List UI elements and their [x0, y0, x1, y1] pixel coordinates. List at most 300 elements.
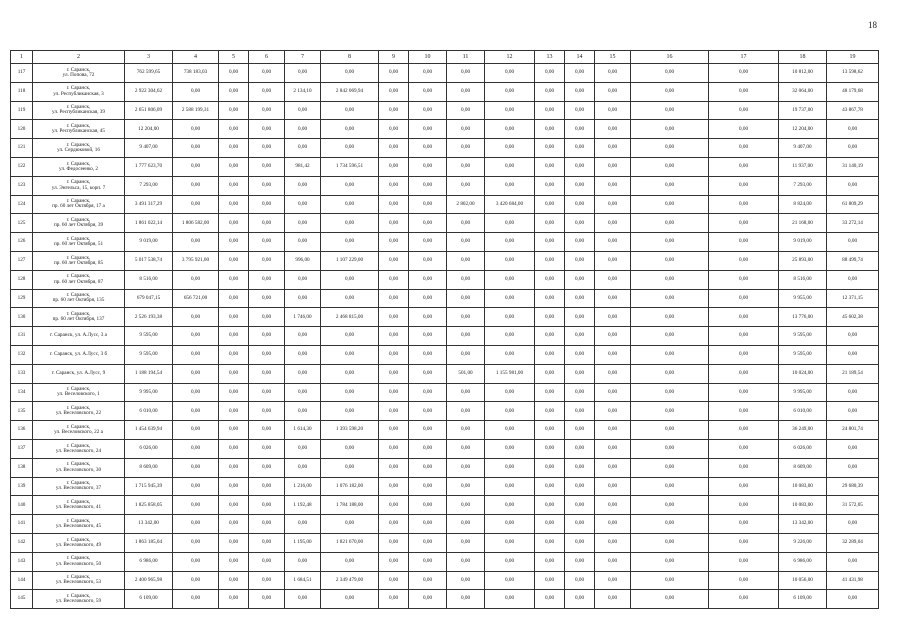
value-cell: 0,00: [595, 458, 631, 477]
value-cell: 0,00: [485, 101, 535, 120]
value-cell: 0,00: [709, 157, 779, 176]
value-cell: 0,00: [219, 515, 249, 534]
value-cell: 0,00: [249, 533, 285, 552]
value-cell: 0,00: [595, 421, 631, 440]
column-header: 19: [827, 51, 879, 64]
value-cell: 0,00: [565, 327, 595, 346]
value-cell: 10 083,00: [779, 496, 827, 515]
value-cell: 0,00: [379, 176, 409, 195]
table-row: [11, 270, 879, 289]
value-cell: 0,00: [219, 120, 249, 139]
value-cell: 0,00: [219, 496, 249, 515]
value-cell: 0,00: [535, 364, 565, 383]
value-cell: 0,00: [535, 289, 565, 308]
value-cell: 762 599,65: [125, 64, 173, 83]
column-header: 6: [249, 51, 285, 64]
value-cell: 0,00: [709, 101, 779, 120]
value-cell: 0,00: [447, 533, 485, 552]
column-header: 10: [409, 51, 447, 64]
value-cell: 0,00: [565, 270, 595, 289]
table-row: [11, 308, 879, 327]
value-cell: 0,00: [709, 289, 779, 308]
address-line: ул. Веселовского, 30: [55, 466, 102, 473]
value-cell: 13 342,00: [125, 515, 173, 534]
value-cell: 0,00: [485, 571, 535, 590]
value-cell: 10 083,00: [779, 477, 827, 496]
address-line: г. Саранск,: [66, 141, 91, 148]
value-cell: 0,00: [535, 439, 565, 458]
value-cell: 0,00: [565, 496, 595, 515]
row-number: 138: [11, 458, 33, 477]
value-cell: 0,00: [219, 345, 249, 364]
value-cell: 0,00: [535, 571, 565, 590]
value-cell: 0,00: [535, 251, 565, 270]
table-row: [11, 101, 879, 120]
value-cell: 0,00: [485, 496, 535, 515]
value-cell: 0,00: [535, 64, 565, 83]
value-cell: 0,00: [709, 251, 779, 270]
value-cell: 0,00: [827, 270, 879, 289]
row-number: 124: [11, 195, 33, 214]
value-cell: 0,00: [409, 64, 447, 83]
value-cell: 0,00: [535, 590, 565, 609]
value-cell: 656 721,00: [173, 289, 219, 308]
value-cell: 0,00: [485, 477, 535, 496]
address-cell: [33, 176, 125, 195]
value-cell: 0,00: [409, 402, 447, 421]
value-cell: 2 468 815,00: [321, 308, 379, 327]
address-line: пр. 60 лет Октября, 39: [53, 222, 104, 229]
value-cell: 0,00: [219, 270, 249, 289]
value-cell: 8 609,00: [125, 458, 173, 477]
value-cell: 0,00: [565, 139, 595, 158]
value-cell: 0,00: [709, 590, 779, 609]
address-line: ул. Веселовского, 22 а: [54, 429, 103, 436]
value-cell: 0,00: [219, 458, 249, 477]
value-cell: 0,00: [595, 82, 631, 101]
value-cell: 33 272,14: [827, 214, 879, 233]
value-cell: 0,00: [173, 157, 219, 176]
address-line: ул. Веселовского, 22: [55, 410, 102, 417]
value-cell: 0,00: [447, 139, 485, 158]
value-cell: 0,00: [219, 571, 249, 590]
value-cell: 0,00: [595, 383, 631, 402]
value-cell: 0,00: [173, 533, 219, 552]
value-cell: 501,00: [447, 364, 485, 383]
value-cell: 0,00: [709, 533, 779, 552]
column-header: 17: [709, 51, 779, 64]
row-number: 140: [11, 496, 33, 515]
value-cell: 0,00: [485, 64, 535, 83]
value-cell: 0,00: [321, 439, 379, 458]
value-cell: 0,00: [827, 233, 879, 252]
value-cell: 12 204,00: [779, 120, 827, 139]
address-cell: [33, 458, 125, 477]
value-cell: 0,00: [447, 515, 485, 534]
address-line: г. Саранск,: [66, 461, 91, 468]
value-cell: 0,00: [827, 458, 879, 477]
value-cell: 6 986,00: [125, 552, 173, 571]
column-header: 1: [11, 51, 33, 64]
value-cell: 981,42: [285, 157, 321, 176]
value-cell: 0,00: [249, 157, 285, 176]
value-cell: 9 226,00: [779, 533, 827, 552]
address-line: г. Саранск,: [66, 273, 91, 280]
value-cell: 0,00: [447, 421, 485, 440]
value-cell: 0,00: [595, 496, 631, 515]
address-cell: [33, 139, 125, 158]
value-cell: 13 776,00: [779, 308, 827, 327]
address-cell: [33, 402, 125, 421]
table-row: [11, 402, 879, 421]
value-cell: 0,00: [379, 552, 409, 571]
value-cell: 0,00: [631, 345, 709, 364]
value-cell: 48 179,68: [827, 82, 879, 101]
address-line: г. Саранск,: [66, 423, 91, 430]
value-cell: 1 806 582,00: [173, 214, 219, 233]
value-cell: 0,00: [409, 345, 447, 364]
address-line: г. Саранск,: [66, 386, 91, 393]
row-number: 135: [11, 402, 33, 421]
value-cell: 2 588 199,31: [173, 101, 219, 120]
value-cell: 0,00: [409, 571, 447, 590]
address-line: г. Саранск, ул. А.Лусс, 3 а: [50, 332, 107, 339]
value-cell: 0,00: [285, 590, 321, 609]
value-cell: 0,00: [447, 270, 485, 289]
value-cell: 0,00: [595, 233, 631, 252]
value-cell: 0,00: [219, 308, 249, 327]
column-header: 9: [379, 51, 409, 64]
value-cell: 0,00: [595, 176, 631, 195]
value-cell: 0,00: [379, 251, 409, 270]
value-cell: 0,00: [321, 195, 379, 214]
value-cell: 0,00: [173, 552, 219, 571]
value-cell: 11 937,00: [779, 157, 827, 176]
row-number: 143: [11, 552, 33, 571]
row-number: 120: [11, 120, 33, 139]
column-header: 4: [173, 51, 219, 64]
value-cell: 9 595,00: [779, 345, 827, 364]
value-cell: 0,00: [447, 496, 485, 515]
table-row: [11, 477, 879, 496]
table-row: [11, 421, 879, 440]
address-line: ул. Сердюковой, 16: [57, 147, 100, 154]
address-line: г. Саранск,: [66, 405, 91, 412]
value-cell: 8 516,00: [779, 270, 827, 289]
value-cell: 0,00: [173, 139, 219, 158]
row-number: 134: [11, 383, 33, 402]
value-cell: 0,00: [535, 402, 565, 421]
value-cell: 0,00: [535, 308, 565, 327]
address-line: г. Саранск,: [66, 574, 91, 581]
address-cell: [33, 421, 125, 440]
value-cell: 9 955,00: [779, 289, 827, 308]
value-cell: 0,00: [827, 120, 879, 139]
value-cell: 0,00: [709, 195, 779, 214]
value-cell: 0,00: [219, 533, 249, 552]
address-cell: [33, 233, 125, 252]
value-cell: 0,00: [535, 515, 565, 534]
value-cell: 0,00: [631, 439, 709, 458]
value-cell: 0,00: [595, 402, 631, 421]
value-cell: 0,00: [631, 364, 709, 383]
value-cell: 2 802,00: [447, 195, 485, 214]
value-cell: 0,00: [219, 176, 249, 195]
value-cell: 0,00: [631, 214, 709, 233]
value-cell: 0,00: [535, 496, 565, 515]
address-cell: [33, 289, 125, 308]
value-cell: 0,00: [709, 270, 779, 289]
value-cell: 6 010,00: [779, 402, 827, 421]
value-cell: 0,00: [219, 421, 249, 440]
value-cell: 0,00: [409, 101, 447, 120]
column-header: 13: [535, 51, 565, 64]
value-cell: 0,00: [249, 515, 285, 534]
value-cell: 0,00: [565, 364, 595, 383]
value-cell: 0,00: [173, 402, 219, 421]
value-cell: 0,00: [447, 82, 485, 101]
value-cell: 0,00: [249, 439, 285, 458]
value-cell: 0,00: [321, 345, 379, 364]
value-cell: 679 047,15: [125, 289, 173, 308]
value-cell: 0,00: [485, 214, 535, 233]
table-row: [11, 364, 879, 383]
value-cell: 0,00: [285, 327, 321, 346]
row-number: 125: [11, 214, 33, 233]
value-cell: 0,00: [249, 402, 285, 421]
value-cell: 0,00: [447, 439, 485, 458]
row-number: 132: [11, 345, 33, 364]
value-cell: 9 019,00: [125, 233, 173, 252]
value-cell: 0,00: [249, 101, 285, 120]
value-cell: 0,00: [409, 533, 447, 552]
value-cell: 9 995,00: [125, 383, 173, 402]
address-cell: [33, 82, 125, 101]
value-cell: 0,00: [827, 176, 879, 195]
address-line: г. Саранск,: [66, 442, 91, 449]
table-row: [11, 571, 879, 590]
value-cell: 0,00: [565, 477, 595, 496]
value-cell: 0,00: [249, 270, 285, 289]
value-cell: 0,00: [709, 64, 779, 83]
address-line: г. Саранск,: [66, 593, 91, 599]
value-cell: 0,00: [485, 402, 535, 421]
address-line: г. Саранск, ул. А.Лусс, 3 б: [49, 351, 108, 358]
value-cell: 0,00: [631, 251, 709, 270]
value-cell: 0,00: [631, 64, 709, 83]
value-cell: 0,00: [709, 308, 779, 327]
table-row: [11, 496, 879, 515]
value-cell: 0,00: [565, 590, 595, 609]
value-cell: 1 393 598,20: [321, 421, 379, 440]
value-cell: 0,00: [447, 64, 485, 83]
value-cell: 0,00: [631, 289, 709, 308]
value-cell: 0,00: [631, 590, 709, 609]
value-cell: 0,00: [485, 458, 535, 477]
value-cell: 0,00: [447, 477, 485, 496]
address-line: пр. 60 лет Октября, 85: [53, 259, 104, 266]
value-cell: 0,00: [565, 233, 595, 252]
data-table: [10, 50, 879, 609]
address-line: г. Саранск,: [66, 235, 91, 242]
value-cell: 0,00: [447, 383, 485, 402]
value-cell: 0,00: [379, 233, 409, 252]
address-line: ул. Веселовского, 45: [55, 523, 102, 530]
value-cell: 0,00: [379, 214, 409, 233]
value-cell: 0,00: [379, 533, 409, 552]
table-row: [11, 327, 879, 346]
value-cell: 0,00: [249, 364, 285, 383]
value-cell: 0,00: [565, 439, 595, 458]
value-cell: 0,00: [709, 421, 779, 440]
value-cell: 10 812,00: [779, 64, 827, 83]
value-cell: 0,00: [285, 345, 321, 364]
table-row: [11, 157, 879, 176]
value-cell: 0,00: [321, 176, 379, 195]
address-cell: [33, 496, 125, 515]
table-row: [11, 82, 879, 101]
value-cell: 0,00: [485, 251, 535, 270]
address-cell: [33, 571, 125, 590]
value-cell: 0,00: [321, 101, 379, 120]
value-cell: 13 342,00: [779, 515, 827, 534]
value-cell: 0,00: [285, 364, 321, 383]
value-cell: 0,00: [249, 496, 285, 515]
column-header: 7: [285, 51, 321, 64]
value-cell: 0,00: [173, 421, 219, 440]
value-cell: 0,00: [631, 139, 709, 158]
value-cell: 2 134,10: [285, 82, 321, 101]
value-cell: 0,00: [535, 101, 565, 120]
value-cell: 0,00: [709, 82, 779, 101]
value-cell: 0,00: [321, 552, 379, 571]
value-cell: 0,00: [173, 439, 219, 458]
value-cell: 7 293,00: [779, 176, 827, 195]
value-cell: 0,00: [447, 402, 485, 421]
value-cell: 0,00: [447, 101, 485, 120]
value-cell: 1 454 639,94: [125, 421, 173, 440]
column-header: 18: [779, 51, 827, 64]
address-cell: [33, 590, 125, 609]
value-cell: 0,00: [595, 139, 631, 158]
value-cell: 0,00: [565, 458, 595, 477]
value-cell: 8 516,00: [125, 270, 173, 289]
column-header: 2: [33, 51, 125, 64]
table-row: [11, 251, 879, 270]
value-cell: 0,00: [379, 515, 409, 534]
value-cell: 738 183,03: [173, 64, 219, 83]
value-cell: 0,00: [379, 82, 409, 101]
value-cell: 0,00: [379, 590, 409, 609]
value-cell: 0,00: [285, 195, 321, 214]
address-cell: [33, 120, 125, 139]
value-cell: 0,00: [285, 64, 321, 83]
row-number: 117: [11, 64, 33, 83]
address-line: ул. Попова, 72: [62, 71, 95, 78]
value-cell: 0,00: [565, 571, 595, 590]
value-cell: 0,00: [219, 439, 249, 458]
value-cell: 3 420 684,00: [485, 195, 535, 214]
value-cell: 0,00: [631, 458, 709, 477]
value-cell: 0,00: [173, 120, 219, 139]
address-cell: [33, 101, 125, 120]
value-cell: 0,00: [285, 233, 321, 252]
value-cell: 0,00: [535, 157, 565, 176]
value-cell: 0,00: [249, 308, 285, 327]
value-cell: 29 680,39: [827, 477, 879, 496]
value-cell: 0,00: [173, 270, 219, 289]
value-cell: 0,00: [709, 233, 779, 252]
value-cell: 2 922 304,62: [125, 82, 173, 101]
value-cell: 0,00: [379, 496, 409, 515]
row-number: 136: [11, 421, 33, 440]
value-cell: 0,00: [219, 64, 249, 83]
row-number: 133: [11, 364, 33, 383]
value-cell: 0,00: [285, 402, 321, 421]
value-cell: 0,00: [219, 552, 249, 571]
value-cell: 3 491 317,29: [125, 195, 173, 214]
value-cell: 0,00: [595, 515, 631, 534]
value-cell: 0,00: [285, 101, 321, 120]
value-cell: 1 715 945,39: [125, 477, 173, 496]
value-cell: 0,00: [595, 101, 631, 120]
value-cell: 0,00: [485, 157, 535, 176]
value-cell: 0,00: [485, 421, 535, 440]
value-cell: 9 019,00: [779, 233, 827, 252]
address-line: ул. Веселовского, 1: [57, 391, 100, 398]
value-cell: 0,00: [321, 139, 379, 158]
value-cell: 0,00: [595, 590, 631, 609]
address-line: г. Саранск,: [66, 66, 91, 73]
value-cell: 0,00: [595, 157, 631, 176]
value-cell: 6 026,00: [125, 439, 173, 458]
value-cell: 0,00: [219, 101, 249, 120]
value-cell: 0,00: [565, 157, 595, 176]
value-cell: 0,00: [379, 101, 409, 120]
column-header: 11: [447, 51, 485, 64]
address-cell: [33, 364, 125, 383]
address-line: пр. 60 лет Октября, 87: [53, 278, 104, 285]
value-cell: 0,00: [285, 383, 321, 402]
column-header: 15: [595, 51, 631, 64]
value-cell: 6 109,00: [125, 590, 173, 609]
value-cell: 0,00: [379, 421, 409, 440]
value-cell: 25 893,00: [779, 251, 827, 270]
value-cell: 0,00: [173, 176, 219, 195]
value-cell: 0,00: [249, 327, 285, 346]
value-cell: 0,00: [285, 214, 321, 233]
value-cell: 1 825 858,05: [125, 496, 173, 515]
value-cell: 0,00: [321, 590, 379, 609]
address-line: ул. Веселовского, 50: [55, 560, 102, 567]
value-cell: 12 204,00: [125, 120, 173, 139]
value-cell: 0,00: [709, 571, 779, 590]
value-cell: 0,00: [631, 533, 709, 552]
value-cell: 0,00: [485, 176, 535, 195]
value-cell: 61 809,29: [827, 195, 879, 214]
value-cell: 0,00: [595, 270, 631, 289]
address-cell: [33, 157, 125, 176]
value-cell: 3 795 921,00: [173, 251, 219, 270]
value-cell: 0,00: [447, 176, 485, 195]
value-cell: 0,00: [485, 120, 535, 139]
value-cell: 0,00: [485, 590, 535, 609]
value-cell: 1 863 185,04: [125, 533, 173, 552]
page-number: 18: [868, 20, 877, 30]
value-cell: 0,00: [565, 421, 595, 440]
value-cell: 0,00: [709, 477, 779, 496]
address-line: г. Саранск,: [66, 85, 91, 92]
